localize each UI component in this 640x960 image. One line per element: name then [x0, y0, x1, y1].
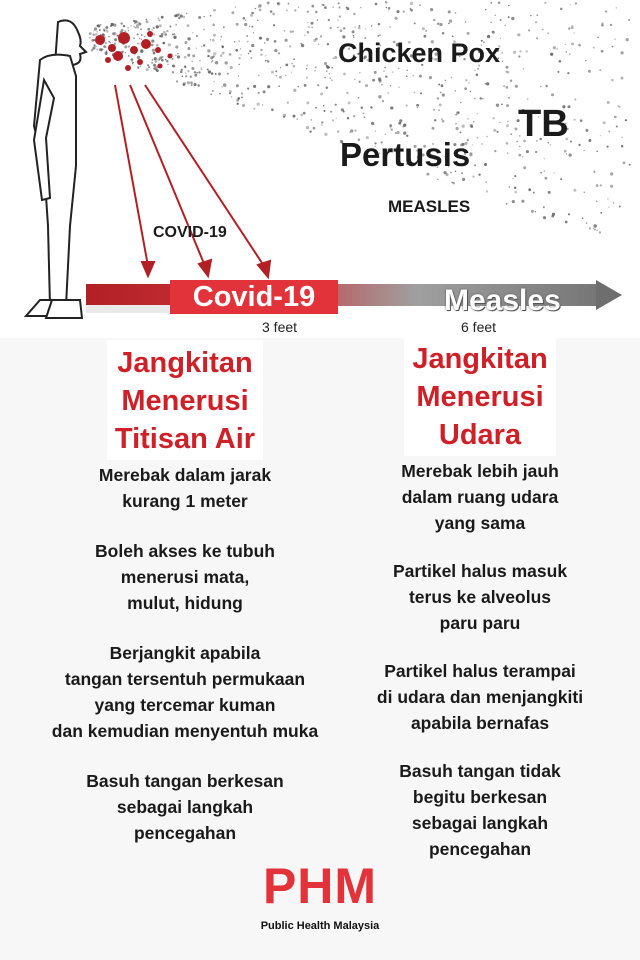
transmission-illustration [0, 0, 640, 338]
droplet-transmission-column [20, 340, 350, 846]
airborne-point-handwash [340, 758, 620, 862]
text-line: pencegahan [133, 823, 237, 843]
logo-subtitle: Public Health Malaysia [260, 920, 380, 932]
covid-bar-label: Covid-19 [170, 280, 338, 314]
text-line: tangan tersentuh permukaan [64, 669, 306, 689]
text-line: Partikel halus masuk [392, 561, 568, 581]
label-measles-small: MEASLES [388, 197, 471, 216]
text-line: pencegahan [428, 839, 532, 859]
distance-measles: 6 feet [461, 319, 497, 335]
text-line: terus ke alveolus [408, 587, 552, 607]
text-line: Basuh tangan tidak [399, 761, 561, 781]
label-pertusis: Pertusis [340, 136, 471, 173]
measles-bar-label: Measles [444, 284, 561, 317]
man-figure [26, 20, 86, 318]
text-line: kurang 1 meter [122, 491, 248, 511]
label-chicken-pox: Chicken Pox [338, 38, 501, 68]
text-line: paru paru [439, 613, 521, 633]
text-line: apabila bernafas [410, 713, 550, 733]
label-covid-small: COVID-19 [153, 224, 227, 241]
text-line: Merebak lebih jauh [401, 461, 559, 481]
text-line: yang tercemar kuman [94, 695, 276, 715]
droplet-point-touch [20, 640, 350, 744]
droplet-arrows [115, 85, 270, 277]
airborne-point-alveolus [340, 558, 620, 636]
heading-line: Titisan Air [114, 423, 256, 455]
text-line: Boleh akses ke tubuh [95, 541, 275, 561]
droplet-point-spread [20, 462, 350, 514]
droplet-heading [107, 340, 263, 460]
heading-line: Udara [438, 419, 522, 451]
heading-line: Jangkitan [117, 347, 253, 379]
heading-line: Menerusi [416, 381, 544, 413]
text-line: sebagai langkah [411, 813, 549, 833]
text-line: dalam ruang udara [401, 487, 559, 507]
text-line: Partikel halus terampai [384, 661, 576, 681]
text-line: Berjangkit apabila [109, 643, 261, 663]
text-line: mulut, hidung [127, 593, 243, 613]
logo-text: PHM [262, 858, 378, 914]
text-line: yang sama [434, 513, 526, 533]
droplet-point-handwash [20, 768, 350, 846]
droplet-point-access [20, 538, 350, 616]
text-line: begitu berkesan [412, 787, 548, 807]
distance-bar-arrowhead [596, 280, 622, 310]
text-line: menerusi mata, [120, 567, 250, 587]
airborne-point-spread [340, 458, 620, 536]
heading-line: Menerusi [121, 385, 249, 417]
phm-logo [0, 858, 640, 932]
distance-covid: 3 feet [262, 319, 298, 335]
text-line: di udara dan menjangkiti [376, 687, 584, 707]
text-line: dan kemudian menyentuh muka [51, 721, 319, 741]
heading-line: Jangkitan [412, 343, 548, 375]
airborne-heading [404, 336, 555, 456]
text-line: Basuh tangan berkesan [86, 771, 284, 791]
airborne-transmission-column [340, 336, 620, 862]
airborne-point-suspended [340, 658, 620, 736]
label-tb: TB [518, 103, 569, 145]
text-line: sebagai langkah [116, 797, 254, 817]
text-line: Merebak dalam jarak [98, 465, 272, 485]
